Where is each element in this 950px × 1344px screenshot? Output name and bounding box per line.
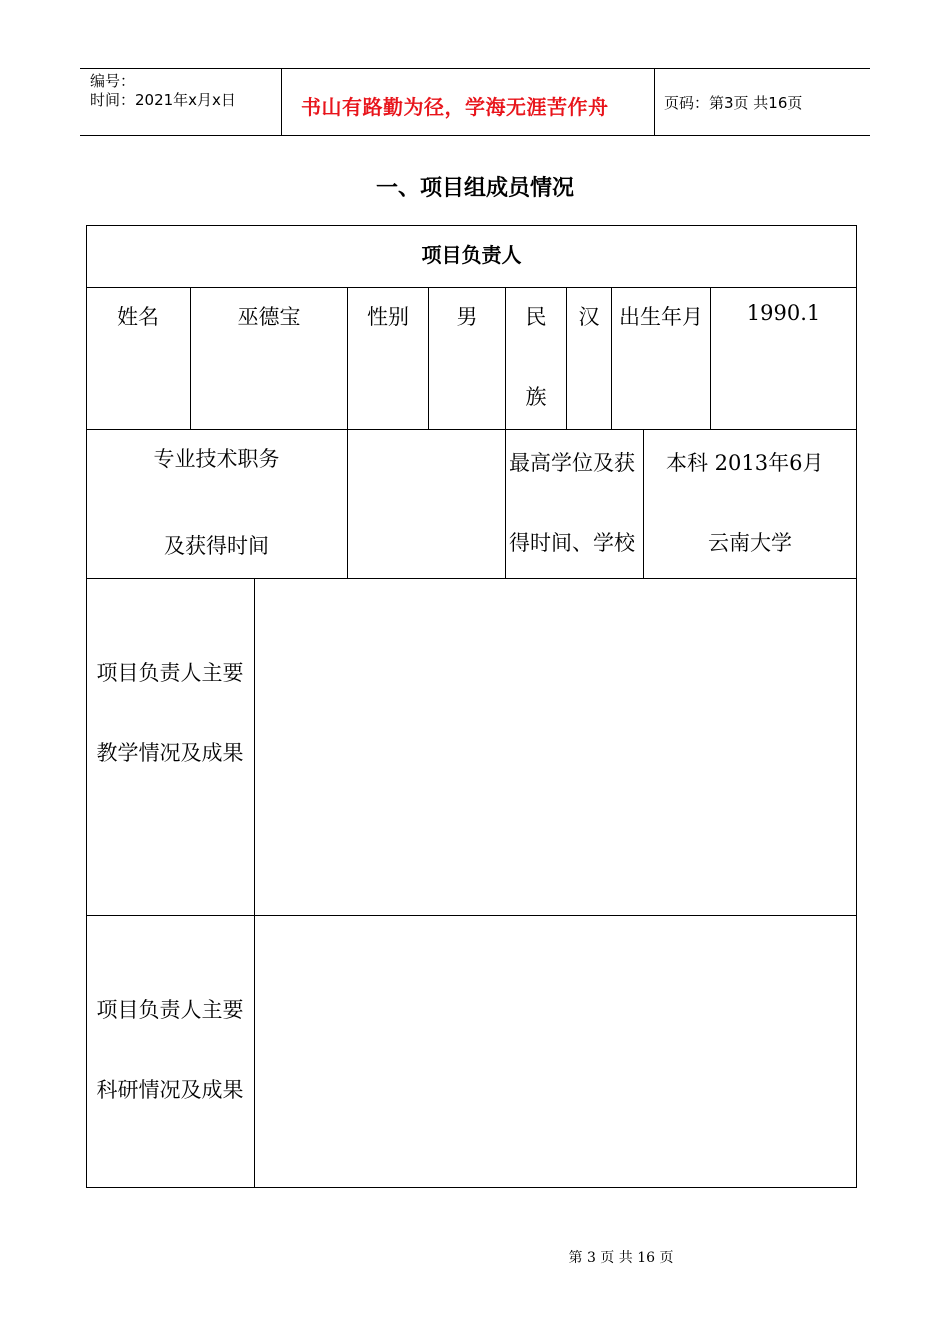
col-sep-r3-2 (505, 429, 506, 579)
name-label: 姓名 (117, 305, 159, 329)
highest-degree-label-line2: 得时间、学校 (509, 531, 635, 555)
header-divider-right (654, 68, 655, 136)
professional-title-label-line1: 专业技术职务 (153, 447, 280, 471)
table-border-left (86, 225, 87, 1188)
teaching-achievements-label-line1: 项目负责人主要 (96, 661, 244, 685)
gender-value: 男 (456, 305, 478, 329)
table-border-bottom (86, 1187, 857, 1188)
table-border-right (856, 225, 857, 1188)
header-motto: 书山有路勤为径，学海无涯苦作舟 (301, 95, 609, 119)
row-separator-1 (86, 287, 857, 288)
ethnicity-value: 汉 (578, 305, 600, 329)
col-sep-r4-r5 (254, 578, 255, 1188)
document-date-label: 时间：2021年x月x日 (90, 91, 236, 109)
row-separator-3 (86, 578, 857, 579)
research-achievements-label-line2: 科研情况及成果 (96, 1078, 244, 1102)
ethnicity-label-line1: 民 (525, 305, 547, 329)
row-separator-4 (86, 915, 857, 916)
highest-degree-value-line2: 云南大学 (708, 531, 792, 555)
birth-date-label: 出生年月 (619, 305, 703, 329)
highest-degree-label-line1: 最高学位及获 (509, 451, 635, 475)
footer-page-number: 第 3 页 共 16 页 (568, 1250, 674, 1266)
table-heading-project-leader: 项目负责人 (421, 243, 522, 267)
section-title: 一、项目组成员情况 (375, 176, 574, 201)
gender-label: 性别 (367, 305, 409, 329)
row-separator-2 (86, 429, 857, 430)
name-value: 巫德宝 (237, 305, 301, 329)
header-page-indicator: 页码：第3页 共16页 (664, 94, 803, 112)
research-achievements-label-line1: 项目负责人主要 (96, 998, 244, 1022)
document-number-label: 编号： (90, 72, 136, 90)
header-divider-left (281, 68, 282, 136)
header-top-rule (80, 68, 870, 69)
ethnicity-label-line2: 族 (525, 385, 547, 409)
teaching-achievements-label-line2: 教学情况及成果 (96, 741, 244, 765)
birth-date-value: 1990.1 (746, 301, 821, 325)
professional-title-label-line2: 及获得时间 (164, 534, 269, 558)
header-bottom-rule (80, 135, 870, 136)
col-sep-r3-1 (347, 429, 348, 579)
highest-degree-value-line1: 本科 2013年6月 (666, 451, 824, 475)
table-border-top (86, 225, 857, 226)
